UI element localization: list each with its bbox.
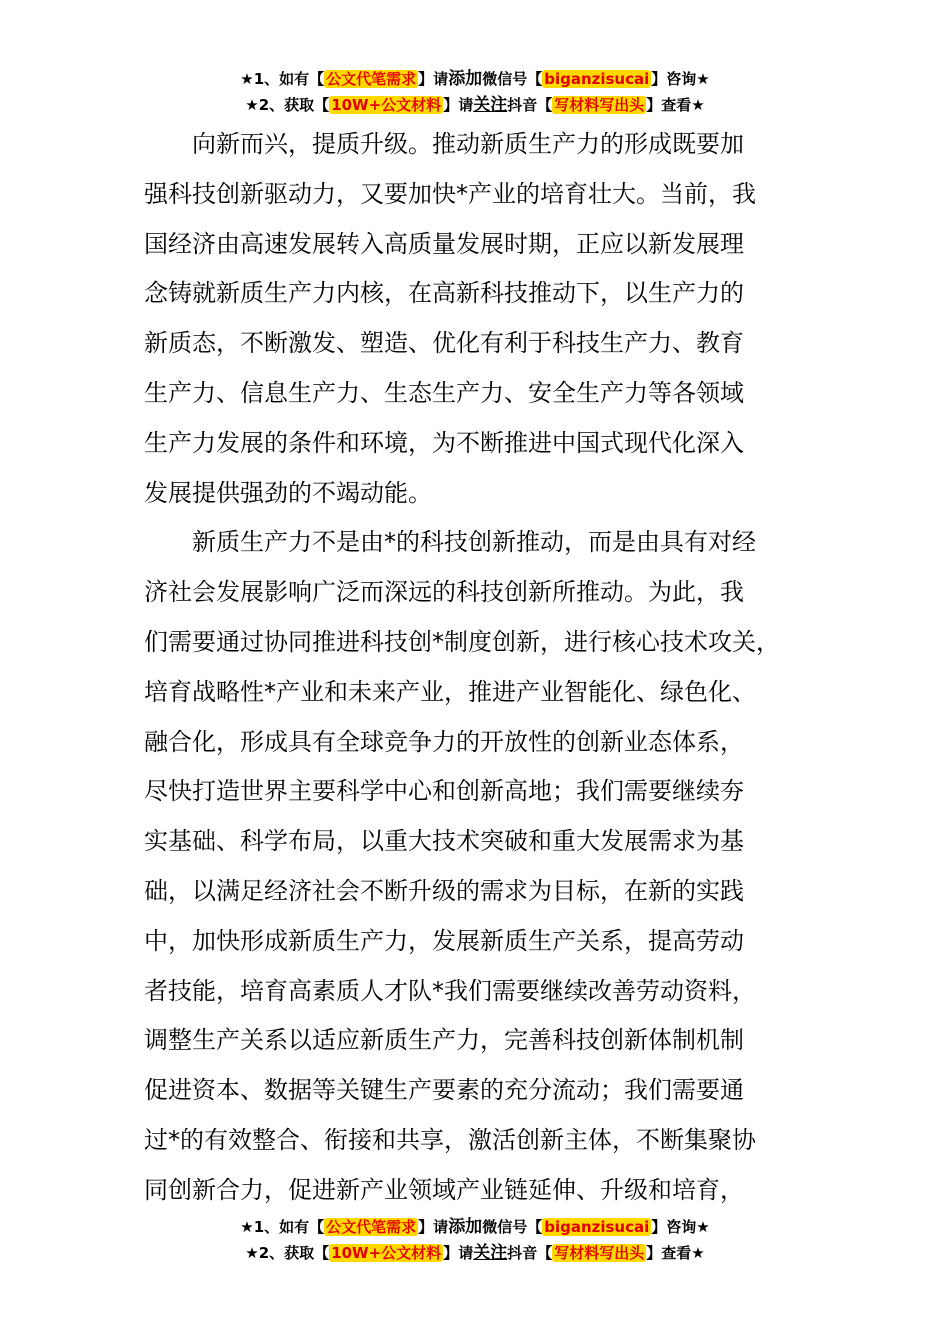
banner-highlight: 公文代笔需求 [326,70,417,88]
paragraph-line: 国经济由高速发展转入高质量发展时期，正应以新发展理 [144,229,744,258]
paragraph-line: 向新而兴，提质升级。推动新质生产力的形成既要加 [192,130,744,158]
banner-text: 抖音【 [507,96,553,114]
banner-text: ★2、获取【 [245,96,330,114]
paragraph-line: 强科技创新驱动力，又要加快*产业的培育壮大。当前，我 [144,179,756,208]
banner-text: 微信号【 [482,70,543,88]
banner-text: 】查看★ [646,96,705,114]
paragraph-line: 培育战略性*产业和未来产业，推进产业智能化、绿色化、 [144,677,756,706]
banner-text: 】咨询★ [651,1218,710,1236]
banner-highlight: 10W+公文材料 [331,96,442,114]
paragraph-line: 促进资本、数据等关键生产要素的充分流动；我们需要通 [144,1076,744,1105]
document-body [144,120,824,1216]
paragraph-line: 济社会发展影响广泛而深远的科技创新所推动。为此，我 [144,578,744,607]
banner-text: 】请 [418,70,449,88]
banner-highlight: 写材料写出头 [554,1244,645,1262]
banner-line-2 [0,92,950,118]
banner-emphasis: 关注 [473,1243,508,1263]
banner-emphasis: 关注 [473,95,508,115]
banner-highlight: biganzisucai [544,70,650,88]
paragraph-line: 们需要通过协同推进科技创*制度创新，进行核心技术攻关， [144,627,780,656]
paragraph-line: 新质态，不断激发、塑造、优化有利于科技生产力、教育 [144,329,744,358]
banner-text: 】查看★ [646,1244,705,1262]
banner-emphasis: 添加 [448,69,483,89]
banner-highlight: 10W+公文材料 [331,1244,442,1262]
banner-highlight: 写材料写出头 [554,96,645,114]
banner-text: ★1、如有【 [240,70,325,88]
paragraph-line: 尽快打造世界主要科学中心和创新高地；我们需要继续夯 [144,777,744,806]
banner-text: 】请 [418,1218,449,1236]
paragraph-line: 者技能，培育高素质人才队*我们需要继续改善劳动资料， [144,976,756,1005]
banner-text: ★2、获取【 [245,1244,330,1262]
banner-line-1 [0,66,950,92]
paragraph-line: 生产力、信息生产力、生态生产力、安全生产力等各领域 [144,378,744,407]
paragraph-line: 发展提供强劲的不竭动能。 [144,478,432,507]
banner-text: ★1、如有【 [240,1218,325,1236]
banner-text: 抖音【 [507,1244,553,1262]
banner-highlight: biganzisucai [544,1218,650,1236]
paragraph-line: 中，加快形成新质生产力，发展新质生产关系，提高劳动 [144,926,744,955]
paragraph-line: 融合化，形成具有全球竞争力的开放性的创新业态体系， [144,727,744,756]
banner-text: 】咨询★ [651,70,710,88]
paragraph-line: 念铸就新质生产力内核，在高新科技推动下，以生产力的 [144,279,744,308]
paragraph-line: 实基础、科学布局，以重大技术突破和重大发展需求为基 [144,827,744,856]
banner-text: 】请 [443,1244,474,1262]
footer-banner [0,1214,950,1266]
banner-highlight: 公文代笔需求 [326,1218,417,1236]
paragraph-line: 过*的有效整合、衔接和共享，激活创新主体，不断集聚协 [144,1125,756,1154]
banner-text: 】请 [443,96,474,114]
paragraph-line: 生产力发展的条件和环境，为不断推进中国式现代化深入 [144,428,744,457]
banner-line-1 [0,1214,950,1240]
banner-emphasis: 添加 [448,1217,483,1237]
paragraph-line: 同创新合力，促进新产业领域产业链延伸、升级和培育， [144,1175,744,1204]
banner-line-2 [0,1240,950,1266]
header-banner [0,66,950,118]
paragraph-line: 调整生产关系以适应新质生产力，完善科技创新体制机制 [144,1026,744,1055]
banner-text: 微信号【 [482,1218,543,1236]
paragraph-line: 础，以满足经济社会不断升级的需求为目标，在新的实践 [144,876,744,905]
paragraph-line: 新质生产力不是由*的科技创新推动，而是由具有对经 [192,528,756,557]
